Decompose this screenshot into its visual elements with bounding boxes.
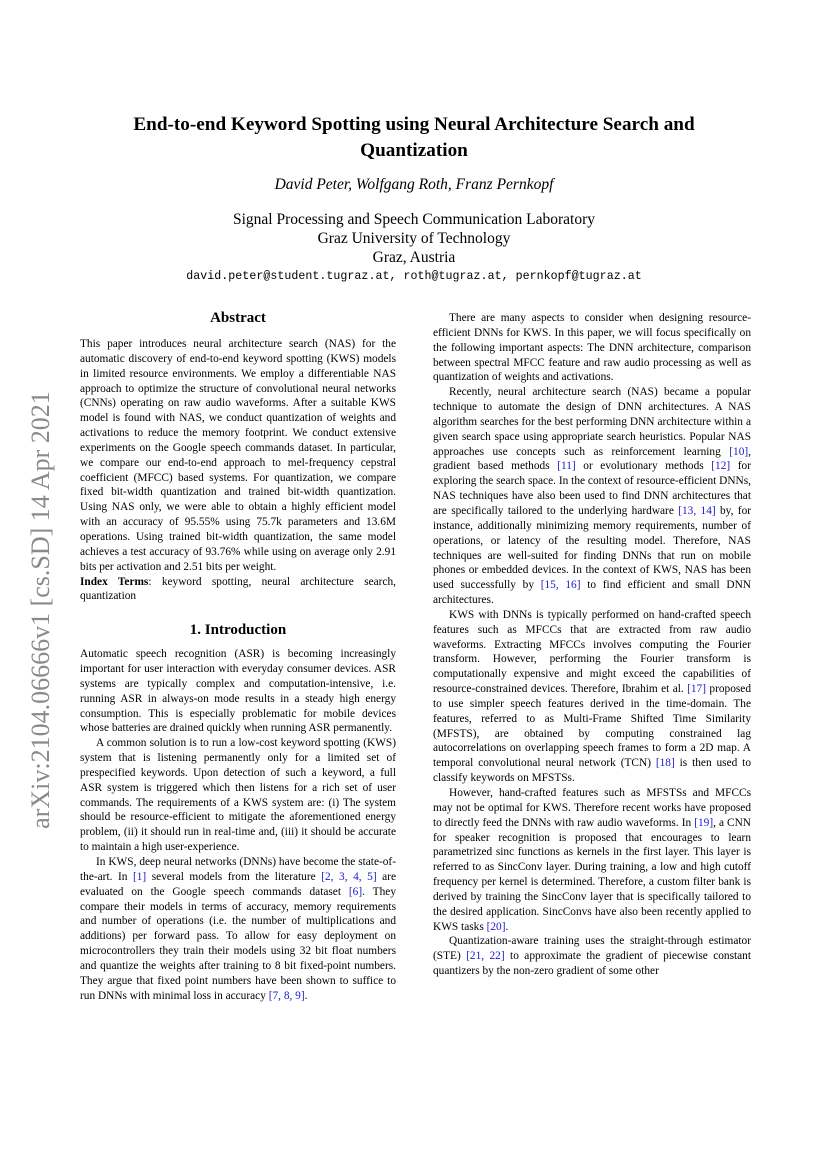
citation-link[interactable]: [20] — [486, 920, 506, 933]
affiliation-lab: Signal Processing and Speech Communication Laboratory — [232, 211, 596, 228]
intro-paragraph-4: There are many aspects to consider when designing resource-efficient DNNs for KWS. In this paper, we will focus specifically on the following important aspects: The DNN architecture, comparison between spectral MFCC feature and raw audio processing as well as quantization of weights and activations. — [433, 312, 751, 384]
citation-link[interactable]: [11] — [557, 460, 576, 473]
index-terms-text: : keyword spotting, neural architecture search, quantization — [80, 575, 397, 603]
affiliation-university: Graz University of Technology — [317, 230, 511, 247]
citation-link[interactable]: [12] — [711, 460, 731, 473]
text-run: , gradient based methods — [433, 445, 751, 473]
affiliation-location: Graz, Austria — [372, 249, 456, 266]
citation-link[interactable]: [2, 3, 4, 5] — [321, 870, 377, 883]
author-emails: david.peter@student.tugraz.at, roth@tugraz.at, pernkopf@tugraz.at — [186, 270, 642, 283]
abstract-text: This paper introduces neural architecture search (NAS) for the automatic discovery of end-to-end keyword spotting (KWS) models in limited resource environments. We employ a differentiable NAS approach to optimize the structure of convolutional neural networks (CNNs) operating on raw audio waveforms. After a suitable KWS model is found with NAS, we conduct quantization of weights and activations to reduce the memory footprint. We conduct extensive experiments on the Google speech commands dataset. In particular, we compare our end-to-end approach to mel-frequency cepstral coefficient (MFCC) based systems. For quantization, we compare fixed bit-width quantization and trained bit-width quantization. Using NAS only, we were able to obtain a highly efficient model with an accuracy of 95.55% using 75.7k parameters and 13.6M operations. Using trained bit-width quantization, the same model achieves a test accuracy of 93.76% while using on average only 2.91 bits per activation and 2.51 bits per weight. — [80, 338, 396, 573]
arxiv-side-stamp — [16, 330, 66, 890]
intro-paragraph-5 — [433, 385, 751, 608]
citation-link[interactable]: [6] — [348, 885, 363, 898]
citation-link[interactable]: [15, 16] — [540, 579, 581, 592]
intro-paragraph-8 — [433, 934, 751, 979]
citation-link[interactable]: [18] — [655, 757, 675, 770]
citation-link[interactable]: [10] — [729, 445, 749, 458]
text-run: , a CNN for speaker recognition is proposed that encourages to learn parametrized sinc functions as kernels in the first layer. This layer is referred to as SincConv layer. During training, a low and high cutoff frequency per kernel is determined. Therefore, a custom filter bank is derived by training the SincConv layer that is specifically tailored to the desired application. SincConvs have also been recently applied to KWS tasks — [433, 816, 751, 933]
text-run: by, for instance, additionally minimizing memory requirements, number of operations, or latency of the resulting model. Therefore, NAS techniques are well-suited for finding DNNs that run on mobile phones or embedded devices. In the context of KWS, NAS has been used successfully by — [433, 504, 752, 592]
index-terms-label: Index Terms — [80, 575, 149, 588]
affiliation — [90, 210, 738, 267]
paper-title: End-to-end Keyword Spotting using Neural Architecture Search and Quantization — [133, 114, 695, 161]
text-run: Quantization-aware training uses the straight-through estimator (STE) — [433, 935, 751, 963]
intro-heading: 1. Introduction — [189, 622, 287, 639]
text-run: are evaluated on the Google speech commands dataset — [80, 870, 396, 898]
intro-paragraph-2: A common solution is to run a low-cost keyword spotting (KWS) system that is listening permanently only for a limited set of prespecified keywords. Upon detection of such a keyword, a full ASR system is triggered which then listens for a rich set of user commands. The requirements of a KWS system are: (i) The system should be resource-efficient to mitigate the aforementioned energy problem, (ii) it should run in real-time and, (iii) it should be accurate to maintain a high user-experience. — [80, 737, 396, 854]
intro-paragraph-6 — [433, 608, 751, 786]
citation-link[interactable]: [21, 22] — [466, 950, 505, 963]
citation-link[interactable]: [13, 14] — [678, 504, 716, 517]
citation-link[interactable]: [19] — [694, 816, 714, 829]
text-run: . They compare their models in terms of accuracy, memory requirements and number of operations (i.e. the number of multiplications and additions) per forward pass. To allow for easy deployment on microcontrollers they train their models using 32 bit float numbers and quantize the weights after training to 8 bit fixed-point numbers. They argue that fixed point numbers have been shown to suffice to run DNNs with minimal loss in accuracy — [80, 885, 396, 1002]
text-run: to find efficient and small DNN architectures. — [433, 579, 751, 607]
text-run: . — [304, 989, 308, 1002]
text-run: In KWS, deep neural networks (DNNs) have become the state-of-the-art. In — [80, 856, 396, 883]
text-run: Recently, neural architecture search (NAS) became a popular technique to automate the design of DNN architectures. A NAS algorithm searches for the best performing DNN architecture within a given search space using appropriate search heuristics. Popular NAS approaches use concepts such as reinforcement learning — [433, 386, 751, 458]
text-run: KWS with DNNs is typically performed on hand-crafted speech features such as MFCCs that are extracted from raw audio waveforms. Extracting MFCCs involves computing the Fourier transform. However, performing the Fourier transform is computationally expensive and might exceed the capabilities of resource-constrained devices. Therefore, Ibrahim et al. — [433, 608, 751, 696]
arxiv-identifier: arXiv:2104.06666v1 [cs.SD] 14 Apr 2021 — [26, 391, 55, 829]
text-run: for exploring the search space. In the context of resource-efficient DNNs, NAS techniques have also been used to find DNN architectures that are specifically tailored to the underlying hardware — [433, 460, 751, 517]
right-column — [433, 311, 751, 979]
index-terms — [80, 575, 396, 605]
text-run: is then used to classify keywords on MFSTSs. — [433, 757, 751, 785]
author-list: David Peter, Wolfgang Roth, Franz Pernkopf — [274, 176, 554, 193]
intro-paragraph-7 — [433, 786, 751, 934]
intro-paragraph-3 — [80, 855, 396, 1003]
citation-link[interactable]: [7, 8, 9] — [268, 989, 305, 1002]
text-run: proposed to use simpler speech features derived in the time-domain. The features, referred to as Multi-Frame Shifted Time Similarity (MFSTS), are obtained by computing constrained lag autocorrelations on overlapping speech frames to form a 2D map. A temporal convolutional neural network (TCN) — [433, 683, 751, 770]
text-run: . — [505, 920, 509, 933]
citation-link[interactable]: [1] — [132, 870, 147, 883]
abstract-heading: Abstract — [210, 310, 266, 326]
text-run: or evolutionary methods — [575, 460, 712, 473]
text-run: to approximate the gradient of piecewise constant quantizers by the non-zero gradient of some other — [433, 950, 752, 978]
text-run: several models from the literature — [146, 870, 322, 883]
citation-link[interactable]: [17] — [687, 683, 707, 696]
left-column — [80, 309, 396, 1003]
text-run: However, hand-crafted features such as MFSTSs and MFCCs may not be optimal for KWS. Therefore recent works have proposed to directly feed the DNNs with raw audio waveforms. In — [433, 787, 751, 829]
intro-paragraph-1: Automatic speech recognition (ASR) is becoming increasingly important for user interaction with everyday consumer devices. ASR systems are typically complex and computation-intensive, i.e. running ASR in always-on mode results in a steady high energy consumption. This is especially problematic for mobile devices whose batteries are drained quickly when running ASR permanently. — [80, 648, 396, 735]
